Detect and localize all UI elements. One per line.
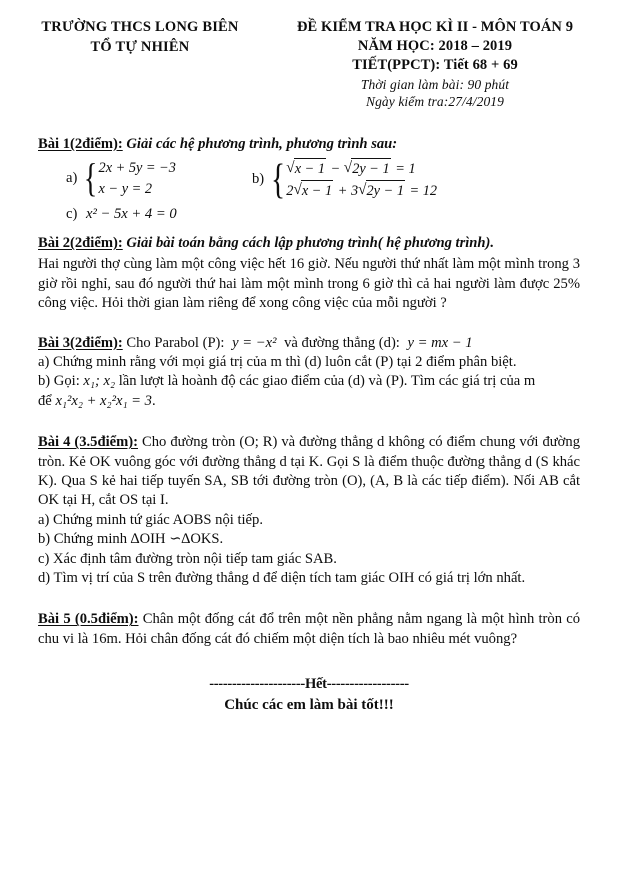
question-4-item-a: a) Chứng minh tứ giác AOBS nội tiếp.: [38, 511, 263, 528]
document-header: [0, 0, 618, 111]
similar-icon: ∽: [169, 531, 182, 548]
question-2: [38, 234, 580, 314]
question-3-item-a: a) Chứng minh rằng với mọi giá trị của m thì (d) luôn cắt (P) tại 2 điểm phân biệt.: [38, 353, 517, 370]
question-3-b-condition-equation: x₁²x₂ + x₂²x₁ = 3: [55, 392, 152, 409]
question-1-c-equation: x² − 5x + 4 = 0: [86, 206, 177, 223]
question-5: [38, 610, 580, 649]
school-name: TRƯỜNG THCS LONG BIÊN: [41, 19, 239, 35]
triangle-oih: ∆OIH: [130, 531, 166, 548]
school-identity: [14, 18, 266, 57]
triangle-oks: ∆OKS.: [181, 531, 224, 548]
question-5-heading: [38, 610, 580, 649]
question-1-item-a: [38, 155, 176, 201]
question-2-heading: [38, 234, 580, 253]
question-1-a-equations: [99, 158, 176, 199]
question-1-label: Bài 1(2điểm):: [38, 135, 123, 152]
question-3-label: Bài 3(2điểm):: [38, 334, 123, 351]
question-1-title: Giải các hệ phương trình, phương trình sau:: [126, 135, 398, 152]
question-1: [38, 135, 580, 225]
question-2-title: Giải bài toán bằng cách lập phương trình( hệ phương trình).: [126, 234, 495, 251]
department-name: TỔ TỰ NHIÊN: [90, 38, 190, 55]
exam-identity: [266, 18, 604, 111]
question-1-systems: [38, 155, 580, 203]
exam-duration: Thời gian làm bài: 90 phút: [360, 76, 510, 92]
question-3-title-mid: và đường thẳng (d):: [284, 334, 400, 351]
end-marker: ---------------------Hết------------------: [209, 676, 409, 693]
question-3-heading: [38, 334, 580, 353]
brace-icon: {: [271, 156, 286, 203]
brace-icon: {: [84, 155, 98, 201]
question-3-line-equation: y = mx − 1: [407, 334, 473, 351]
question-4-heading: [38, 433, 580, 511]
school-year: NĂM HỌC: 2018 – 2019: [357, 37, 513, 54]
question-1-b-eq1: √ x − 1 − √ 2y − 1 = 1: [286, 158, 437, 180]
question-1-b-eq2: 2 √ x − 1 + 3 √ 2y − 1 = 12: [286, 180, 437, 202]
question-1-a-letter: a): [66, 170, 78, 187]
question-1-item-b: [252, 158, 437, 201]
question-1-c-letter: c): [66, 206, 78, 223]
exam-body: [0, 135, 618, 716]
question-4-item-c: c) Xác định tâm đường tròn nội tiếp tam giác SAB.: [38, 550, 337, 567]
period-info: TIẾT(PPCT): Tiết 68 + 69: [352, 56, 518, 73]
question-4-body: Cho đường tròn (O; R) và đường thẳng d không có điểm chung với đường tròn. Kẻ OK vuông góc với đường thẳng d tại K. Gọi S là điểm thuộc đường thẳng d (S khác K). Qua S kẻ hai tiếp tuyến SA, SB tới đường tròn (O), (A, B là các tiếp điểm). Nối AB cắt OK tại H, cắt OS tại I.: [38, 434, 580, 509]
question-4-item-b: b) Chứng minh ∆OIH ∽∆OKS.: [38, 531, 224, 548]
question-1-item-c: [38, 205, 580, 224]
document-footer: [38, 675, 580, 715]
question-3: [38, 334, 580, 412]
exam-title: ĐỀ KIỂM TRA HỌC KÌ II - MÔN TOÁN 9: [296, 19, 574, 35]
question-2-label: Bài 2(2điểm):: [38, 234, 123, 251]
question-5-body: Chân một đống cát đổ trên một nền phẳng nằm ngang là một hình tròn có chu vi là 16m. Hỏi chân đống cát đó chiếm một diện tích là bao nhiêu mét vuông?: [38, 611, 580, 647]
question-3-title-pre: Cho Parabol (P):: [126, 334, 225, 351]
exam-date: Ngày kiểm tra:27/4/2019: [365, 94, 505, 110]
question-3-item-b: b) Gọi: x₁; x₂ lần lượt là hoành độ các giao điểm của (d) và (P). Tìm các giá trị của m: [38, 373, 536, 390]
question-4-label: Bài 4 (3.5điểm):: [38, 434, 138, 451]
question-3-parabola-equation: y = −x²: [232, 334, 277, 351]
question-4: [38, 433, 580, 588]
question-1-b-letter: b): [251, 171, 265, 188]
question-2-body: Hai người thợ cùng làm một công việc hết 16 giờ. Nếu người thứ nhất làm một mình trong 3 giờ rồi nghỉ, sau đó người thứ hai làm một mình trong 6 giờ thì cả hai người làm được 25% công việc. Hỏi thời gian làm riêng để xong công việc của mỗi người ?: [38, 256, 580, 312]
question-1-b-equations: [286, 158, 437, 201]
good-luck-message: Chúc các em làm bài tốt!!!: [224, 696, 394, 713]
question-3-b-variables: x₁; x₂: [83, 373, 116, 390]
question-5-label: Bài 5 (0.5điểm):: [38, 611, 139, 628]
question-4-item-d: d) Tìm vị trí của S trên đường thẳng d để diện tích tam giác OIH có giá trị lớn nhất.: [38, 569, 526, 586]
question-1-heading: [38, 135, 580, 154]
question-3-item-b-condition: để x₁²x₂ + x₂²x₁ = 3.: [38, 392, 156, 409]
question-1-a-eq2: x − y = 2: [98, 180, 152, 197]
question-1-a-eq1: 2x + 5y = −3: [98, 160, 176, 177]
